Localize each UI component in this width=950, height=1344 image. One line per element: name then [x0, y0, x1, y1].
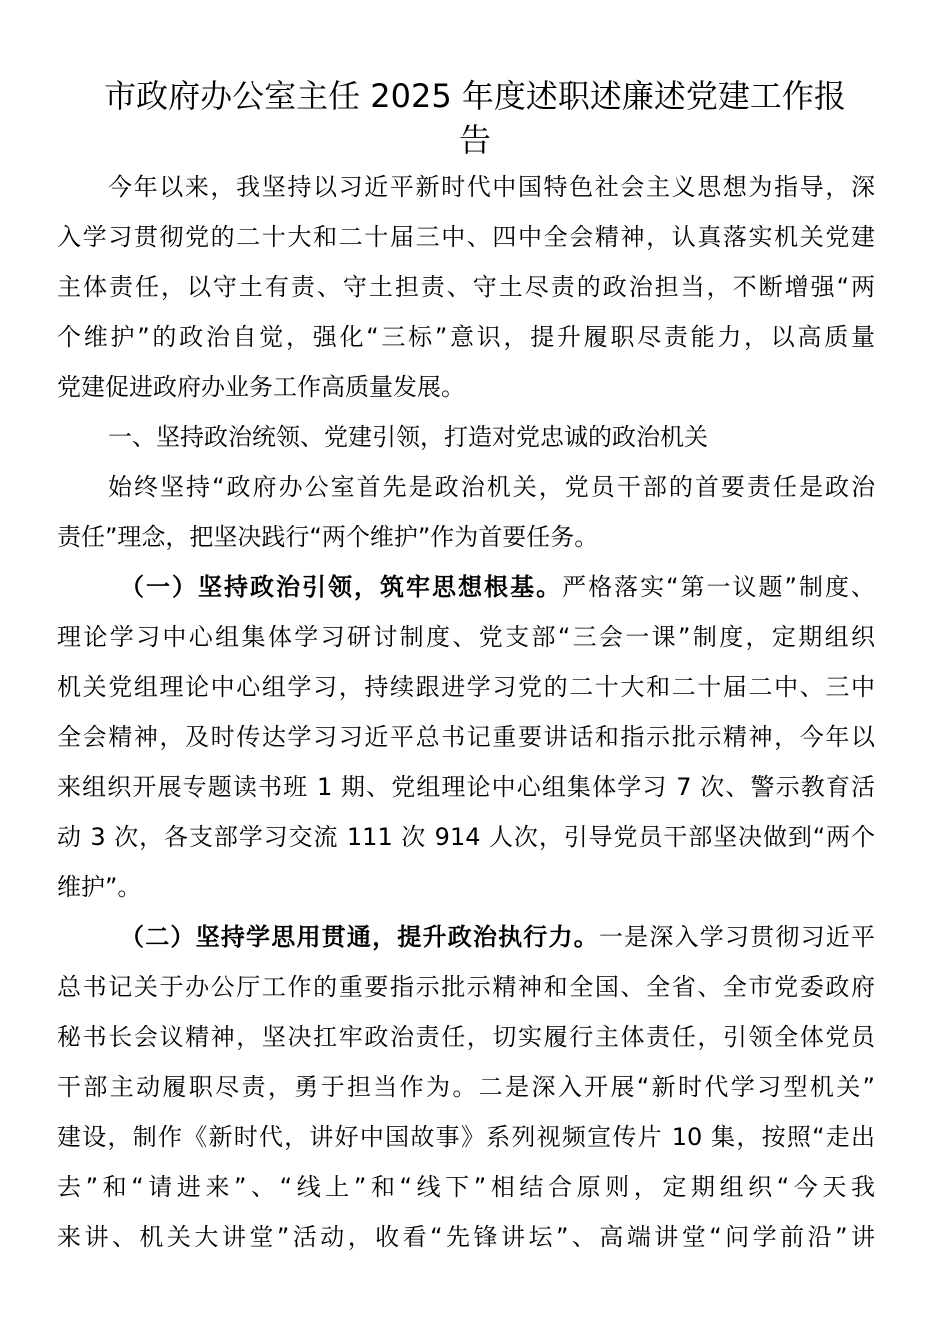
subsection-text: 严格落实“第一议题”制度、 [562, 573, 875, 601]
paragraph-line: 来讲、机关大讲堂”活动，收看“先锋讲坛”、高端讲堂“问学前沿”讲 [57, 1223, 875, 1251]
paragraph-line: 主体责任，以守土有责、守土担责、守土尽责的政治担当，不断增强“两 [57, 273, 875, 301]
paragraph-line: 动 3 次，各支部学习交流 111 次 914 人次，引导党员干部坚决做到“两个 [57, 823, 875, 851]
paragraph-line: 理论学习中心组集体学习研讨制度、党支部“三会一课”制度，定期组织 [57, 623, 875, 651]
subsection-text: 一是深入学习贯彻习近平 [598, 923, 876, 951]
paragraph-line: 干部主动履职尽责，勇于担当作为。二是深入开展“新时代学习型机关” [57, 1073, 875, 1101]
subsection-first-line [120, 920, 875, 954]
paragraph-line: 党建促进政府办业务工作高质量发展。 [57, 373, 465, 401]
document-title-line-2: 告 [458, 121, 491, 159]
paragraph-line: 来组织开展专题读书班 1 期、党组理论中心组集体学习 7 次、警示教育活 [57, 773, 875, 801]
paragraph-line: 去”和“请进来”、“线上”和“线下”相结合原则，定期组织“今天我 [57, 1173, 875, 1201]
paragraph-line: 秘书长会议精神，坚决扛牢政治责任，切实履行主体责任，引领全体党员 [57, 1023, 875, 1051]
document-title-line-1: 市政府办公室主任 2025 年度述职述廉述党建工作报 [104, 77, 846, 115]
section-heading: 一、坚持政治统领、党建引领，打造对党忠诚的政治机关 [108, 423, 708, 451]
subsection-title: （二）坚持学思用贯通，提升政治执行力。 [120, 923, 599, 951]
paragraph-line: 责任”理念，把坚决践行“两个维护”作为首要任务。 [57, 523, 599, 551]
subsection-title: （一）坚持政治引领，筑牢思想根基。 [120, 573, 563, 601]
paragraph-line: 始终坚持“政府办公室首先是政治机关，党员干部的首要责任是政治 [108, 473, 875, 501]
paragraph-line: 今年以来，我坚持以习近平新时代中国特色社会主义思想为指导，深 [108, 173, 875, 201]
paragraph-line: 总书记关于办公厅工作的重要指示批示精神和全国、全省、全市党委政府 [57, 973, 875, 1001]
paragraph-line: 入学习贯彻党的二十大和二十届三中、四中全会精神，认真落实机关党建 [57, 223, 875, 251]
paragraph-line: 建设，制作《新时代，讲好中国故事》系列视频宣传片 10 集，按照“走出 [57, 1123, 875, 1151]
paragraph-line: 维护”。 [57, 873, 142, 901]
paragraph-line: 全会精神，及时传达学习习近平总书记重要讲话和指示批示精神，今年以 [57, 723, 875, 751]
paragraph-line: 机关党组理论中心组学习，持续跟进学习党的二十大和二十届二中、三中 [57, 673, 875, 701]
subsection-first-line [120, 570, 875, 604]
paragraph-line: 个维护”的政治自觉，强化“三标”意识，提升履职尽责能力，以高质量 [57, 323, 875, 351]
